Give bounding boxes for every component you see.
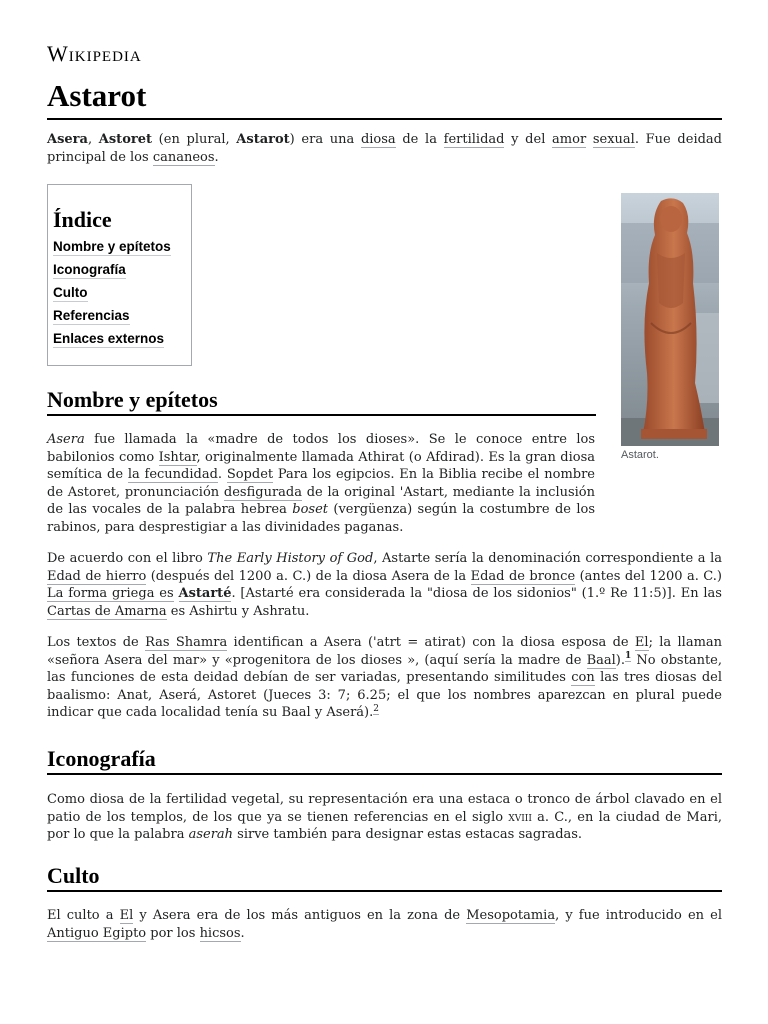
nombre-paragraph-3: Los textos de Ras Shamra identifican a Asera ('atrt = atirat) con la diosa esposa de El; la llaman «señora Asera del mar» y «progenitora de los dioses », (aquí sería la madre de Baal).$^1$ No obstante, las funciones de esta deidad debían de ser variadas, presentando similitudes con las tres diosas del baalismo: Anat, Aserá, Astoret (Jueces 3: 7; 6.25; el que los nombres aparezcan en plural puede indicar que cada localidad tenía su Baal y Aserá).$^2$ (47, 635, 723, 720)
link-cartas-de-amarna[interactable]: Cartas de Amarna (47, 603, 167, 619)
link-diosa[interactable]: diosa (360, 132, 396, 147)
link-ras-shamra[interactable]: Ras Shamra (145, 635, 228, 650)
section-heading-nombre: Nombre y epítetos (47, 386, 596, 416)
link-la-fecundidad[interactable]: la fecundidad (127, 467, 218, 482)
table-of-contents (47, 184, 192, 366)
figure-caption: Astarot. (621, 449, 659, 461)
page-title: Astarot (47, 76, 722, 120)
link-edad-de-hierro[interactable]: Edad de hierro (47, 568, 147, 584)
link-baal[interactable]: Baal (586, 652, 616, 668)
link-edad-de-bronce[interactable]: Edad de bronce (470, 568, 576, 584)
bold-term: Asera (47, 132, 88, 147)
toc-title: Índice (53, 207, 112, 232)
toc-item-culto[interactable]: Culto (53, 285, 88, 300)
link-mesopotamia[interactable]: Mesopotamia (466, 908, 556, 923)
bold-term: Astoret (98, 132, 152, 147)
astarot-statue-image[interactable] (621, 193, 719, 446)
link-sexual[interactable]: sexual (592, 132, 635, 147)
toc-item-nombre[interactable]: Nombre y epítetos (53, 239, 171, 254)
link-antiguo-egipto[interactable]: Antiguo Egipto (47, 925, 147, 941)
link-desfigurada[interactable]: desfigurada (223, 484, 302, 500)
link-sopdet[interactable]: Sopdet (226, 467, 274, 482)
link-hicsos[interactable]: hicsos (199, 925, 241, 941)
nombre-paragraph-2: De acuerdo con el libro The Early History of God, Astarte sería la denominación correspondiente a la Edad de hierro (después del 1200 a. C.) de la diosa Asera de la Edad de bronce (antes del 1200 a. C.) La forma griega es Astarté. [Astarté era considerada la "diosa de los sidonios" (1.º Re 11:5)]. En las Cartas de Amarna es Ashirtu y Ashratu. (47, 551, 723, 619)
toc-item-referencias[interactable]: Referencias (53, 308, 130, 323)
link-con[interactable]: con (571, 670, 595, 685)
link-cananeos[interactable]: cananeos (152, 149, 215, 165)
bold-term: Astarot (236, 132, 290, 147)
link-el[interactable]: El (634, 635, 649, 650)
figure-float-spacer (595, 431, 722, 511)
reference-1[interactable]: 1 (625, 651, 632, 662)
wikipedia-wordmark[interactable]: Wikipedia (47, 41, 142, 66)
link-el-culto[interactable]: El (119, 908, 134, 923)
nombre-paragraph-1: Asera fue llamada la «madre de todos los dioses». Se le conoce entre los babilonios como Ishtar, originalmente llamada Athirat (o Afdirad). Es la gran diosa semítica de la fecundidad. Sopdet Para los egipcios. En la Biblia recibe el nombre de Astoret, pronunciación desfigurada de la original 'Astart, mediante la inclusión de las vocales de la palabra hebrea boset (vergüenza) según la costumbre de los rabinos, para desprestigiar a las divinidades paganas. (47, 431, 722, 536)
reference-2[interactable]: 2 (373, 703, 379, 714)
intro-paragraph: Asera, Astoret (en plural, Astarot) era una diosa de la fertilidad y del amor sexual. Fue deidad principal de los cananeos. (47, 132, 722, 165)
section-heading-iconografia: Iconografía (47, 745, 722, 775)
figure-astarot (621, 193, 719, 461)
iconografia-paragraph: Como diosa de la fertilidad vegetal, su representación era una estaca o tronco de árbol clavado en el patio de los templos, de los que ya se tienen referencias en el siglo xviii a. C., en la ciudad de Mari, por lo que la palabra aserah sirve también para designar estas estacas sagradas. (47, 792, 722, 842)
toc-item-iconografia[interactable]: Iconografía (53, 262, 126, 277)
section-heading-culto: Culto (47, 862, 722, 892)
link-astarte[interactable]: Astarté (178, 586, 232, 601)
link-amor[interactable]: amor (552, 132, 587, 147)
link-forma-griega[interactable]: La forma griega es (47, 586, 174, 601)
toc-item-enlaces-externos[interactable]: Enlaces externos (53, 331, 165, 346)
link-ishtar[interactable]: Ishtar (158, 449, 197, 465)
link-fertilidad[interactable]: fertilidad (443, 132, 505, 147)
culto-paragraph: El culto a El y Asera era de los más antiguos en la zona de Mesopotamia, y fue introducido en el Antiguo Egipto por los hicsos. (47, 908, 722, 941)
